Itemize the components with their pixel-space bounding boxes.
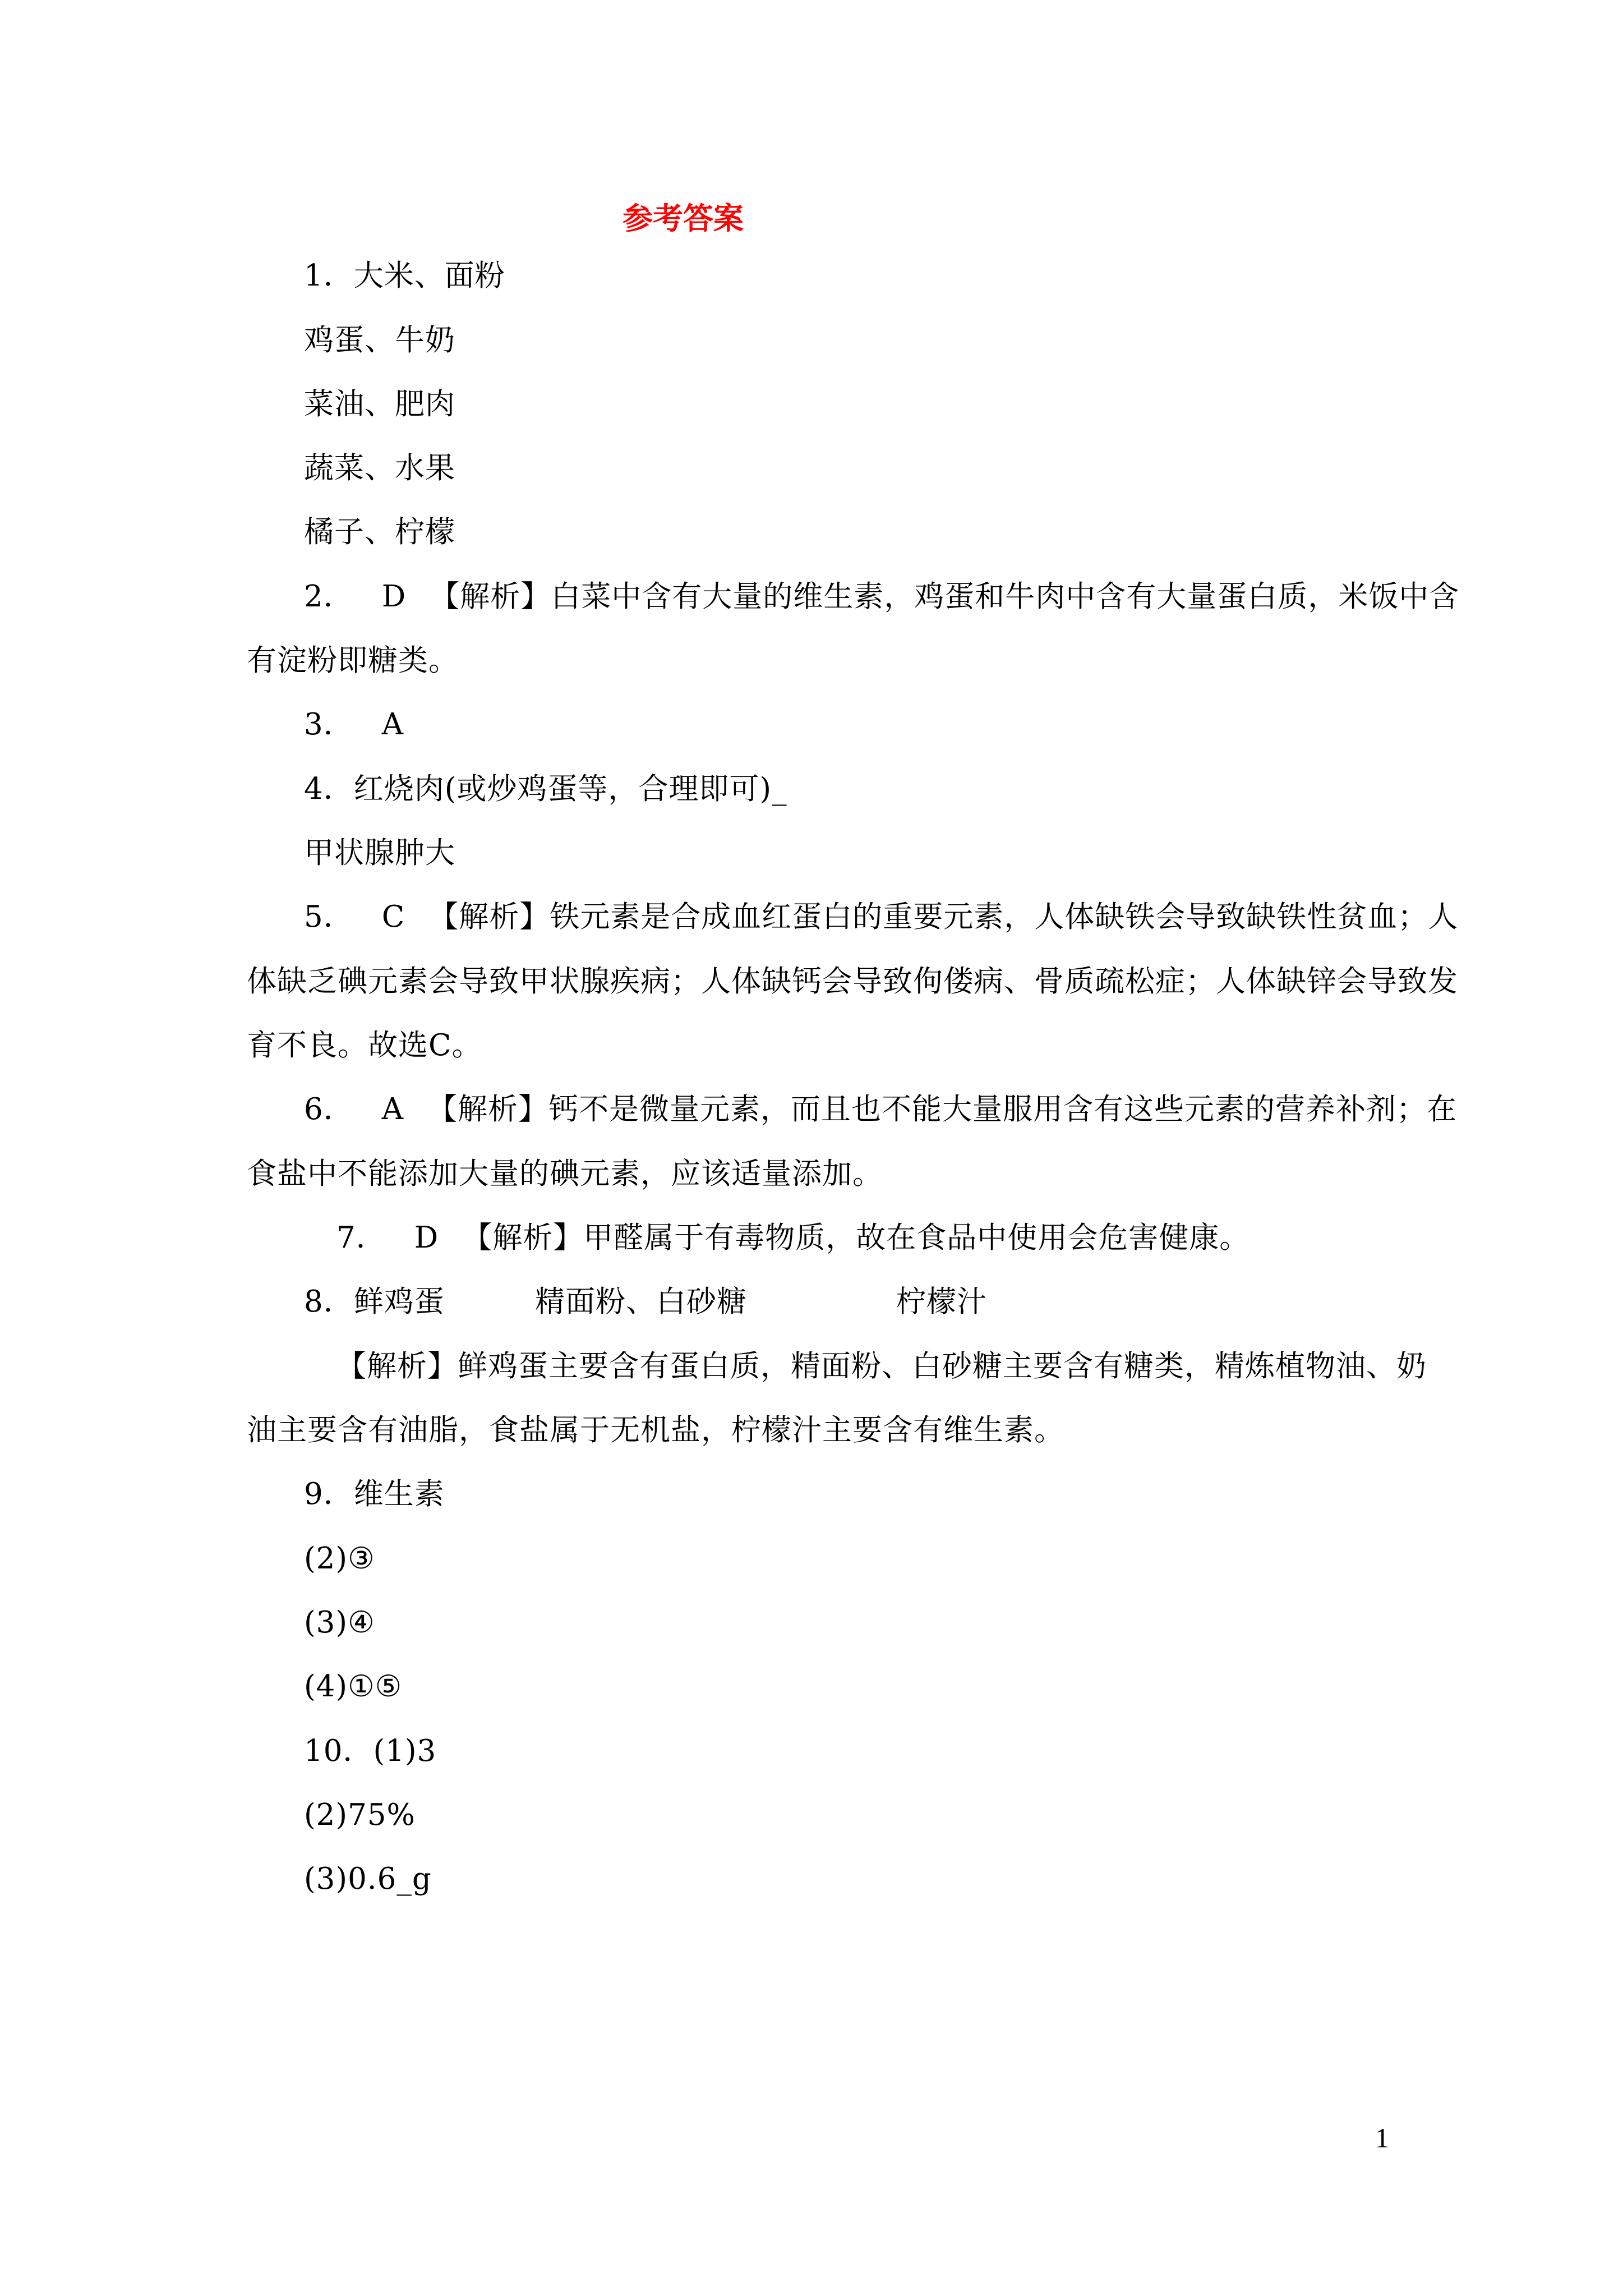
answer-4-number: 4． <box>304 772 354 806</box>
answer-6-choice: A <box>381 1092 404 1126</box>
answer-8-item-2: 精面粉、白砂糖 <box>535 1285 747 1319</box>
answer-10-number: 10． <box>304 1734 374 1768</box>
answer-3-line <box>304 707 404 742</box>
answer-3-number: 3． <box>304 707 354 742</box>
answer-2-line-1 <box>304 579 1460 614</box>
answer-6-number: 6． <box>304 1092 354 1126</box>
answer-8-number: 8． <box>304 1285 354 1319</box>
answer-1-line-4: 蔬菜、水果 <box>304 451 455 485</box>
answer-6-line-1 <box>304 1094 1457 1124</box>
answer-9-part-2: (2)③ <box>304 1542 375 1576</box>
answer-2-number: 2． <box>304 579 354 614</box>
answer-5-analysis-tag: 【解析】 <box>428 900 550 934</box>
answer-7-analysis-text: 甲醛属于有毒物质，故在食品中使用会危害健康。 <box>583 1221 1250 1255</box>
answer-8-line-2 <box>336 1351 1427 1381</box>
answer-1-number: 1． <box>304 259 354 293</box>
answer-4-line-2: 甲状腺肿大 <box>304 836 455 870</box>
page-title: 参考答案 <box>623 200 744 236</box>
answer-9-part-3: (3)④ <box>304 1605 375 1640</box>
answer-6-analysis-tag: 【解析】 <box>427 1092 549 1126</box>
page-number: 1 <box>1375 2122 1389 2154</box>
answer-5-line-1 <box>304 902 1458 932</box>
answer-9-text: 维生素 <box>353 1477 445 1511</box>
answer-8-line-3: 油主要含有油脂，食盐属于无机盐，柠檬汁主要含有维生素。 <box>247 1413 1064 1447</box>
answer-9-part-4: (4)①⑤ <box>304 1669 403 1704</box>
answer-2-analysis-tag: 【解析】 <box>430 579 551 614</box>
answer-10-part-2: (2)75% <box>304 1798 416 1832</box>
answer-7-number: 7． <box>336 1221 386 1255</box>
answer-5-line-3: 育不良。故选C。 <box>247 1028 482 1062</box>
answer-1-line-2: 鸡蛋、牛奶 <box>304 323 455 357</box>
answer-4-line-1 <box>304 774 787 804</box>
answer-8-item-1: 鲜鸡蛋 <box>353 1285 445 1319</box>
answer-8-analysis-text: 鲜鸡蛋主要含有蛋白质，精面粉、白砂糖主要含有糖类，精炼植物油、奶 <box>458 1349 1427 1383</box>
answer-1-line-5: 橘子、柠檬 <box>304 515 455 549</box>
answer-1-line-1 <box>304 261 505 291</box>
answer-5-line-2: 体缺乏碘元素会导致甲状腺疾病；人体缺钙会导致佝偻病、骨质疏松症；人体缺锌会导致发 <box>247 964 1458 999</box>
answer-2-choice: D <box>381 579 407 614</box>
answer-4-text: 红烧肉(或炒鸡蛋等，合理即可)_ <box>353 772 787 806</box>
answer-2-analysis-text: 白菜中含有大量的维生素，鸡蛋和牛肉中含有大量蛋白质，米饭中含 <box>551 579 1460 614</box>
answer-6-analysis-text: 钙不是微量元素，而且也不能大量服用含有这些元素的营养补剂；在 <box>548 1092 1458 1126</box>
answer-6-line-2: 食盐中不能添加大量的碘元素，应该适量添加。 <box>247 1157 883 1191</box>
answer-10-part-3: (3)0.6_g <box>304 1862 432 1896</box>
answer-9-number: 9． <box>304 1477 354 1511</box>
answer-5-choice: C <box>381 900 405 934</box>
answer-7-line <box>336 1223 1249 1253</box>
answer-8-line-1 <box>304 1287 445 1317</box>
answer-3-choice: A <box>381 707 404 742</box>
answer-7-analysis-tag: 【解析】 <box>462 1221 584 1255</box>
answer-1-text: 大米、面粉 <box>353 259 505 293</box>
answer-8-item-3: 柠檬汁 <box>896 1285 987 1319</box>
answer-2-line-2: 有淀粉即糖类。 <box>247 643 459 678</box>
answer-5-number: 5． <box>304 900 354 934</box>
answer-10-line-1 <box>304 1736 436 1766</box>
answer-9-line-1 <box>304 1479 445 1509</box>
answer-8-analysis-tag: 【解析】 <box>336 1349 458 1383</box>
answer-7-choice: D <box>414 1221 439 1255</box>
answer-10-part-1: (1)3 <box>373 1734 437 1768</box>
answer-5-analysis-text: 铁元素是合成血红蛋白的重要元素，人体缺铁会导致缺铁性贫血；人 <box>550 900 1459 934</box>
answer-1-line-3: 菜油、肥肉 <box>304 387 455 421</box>
